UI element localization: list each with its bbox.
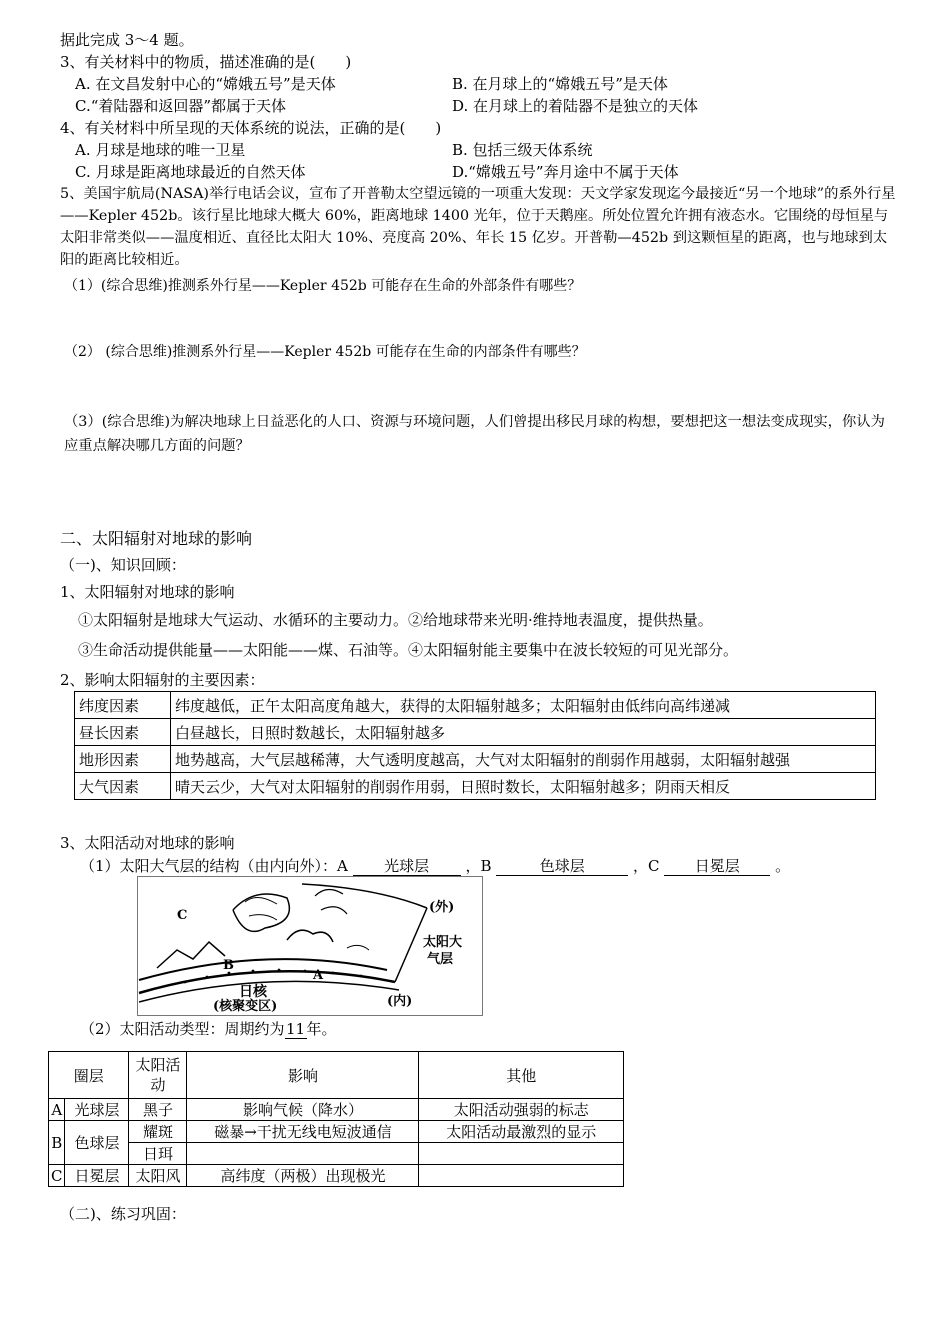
table-header-row xyxy=(49,1052,624,1099)
diagram-label-core: 日核 xyxy=(239,984,267,1000)
factor-description: 纬度越低，正午太阳高度角越大，获得的太阳辐射越多；太阳辐射由低纬向高纬递减 xyxy=(171,692,876,719)
table-row xyxy=(75,692,876,719)
table-row xyxy=(49,1121,624,1143)
activity-effect: 高纬度（两极）出现极光 xyxy=(187,1165,419,1187)
radiation-effects-heading: 1、太阳辐射对地球的影响 xyxy=(60,583,235,601)
diagram-label-side1: 太阳大 xyxy=(423,935,463,950)
table-row xyxy=(49,1165,624,1187)
separator-b: ，B xyxy=(465,857,492,875)
factor-name: 大气因素 xyxy=(75,773,171,800)
q5-subquestion-2: （2） (综合思维)推测系外行星——Kepler 452b 可能存在生命的内部条件有哪些？ xyxy=(64,344,586,360)
q5-subquestion-1: （1）(综合思维)推测系外行星——Kepler 452b 可能存在生命的外部条件有哪些？ xyxy=(64,278,582,294)
activity-other: 太阳活动最激烈的显示 xyxy=(419,1121,624,1143)
header-other: 其他 xyxy=(419,1052,624,1099)
layer-name: 色球层 xyxy=(65,1121,129,1165)
diagram-label-c: C xyxy=(177,908,188,923)
q3-option-b: B. 在月球上的“嫦娥五号”是天体 xyxy=(452,75,668,93)
layer-name: 日冕层 xyxy=(65,1165,129,1187)
cycle-suffix: 年。 xyxy=(306,1020,337,1038)
q3-option-c: C.“着陆器和返回器”都属于天体 xyxy=(75,97,287,115)
radiation-effects-point-2: ③生命活动提供能量——太阳能——煤、石油等。④太阳辐射能主要集中在波长较短的可见光部分。 xyxy=(78,641,739,659)
q4-option-d: D.“嫦娥五号”奔月途中不属于天体 xyxy=(452,163,679,181)
section2-title: 二、太阳辐射对地球的影响 xyxy=(60,529,253,548)
activity-effect: 磁暴→干扰无线电短波通信 xyxy=(187,1121,419,1143)
factor-description: 地势越高，大气层越稀薄，大气透明度越高，大气对太阳辐射的削弱作用越弱，太阳辐射越强 xyxy=(171,746,876,773)
activity-type: 耀斑 xyxy=(129,1121,187,1143)
layer-code: A xyxy=(49,1099,65,1121)
diagram-label-side2: 气层 xyxy=(427,952,454,967)
q4-stem: 4、有关材料中所呈现的天体系统的说法，正确的是( ) xyxy=(60,119,442,137)
cycle-prefix: （2）太阳活动类型：周期约为 xyxy=(80,1020,285,1038)
radiation-effects-point-1: ①太阳辐射是地球大气运动、水循环的主要动力。②给地球带来光明·维持地表温度，提供热量。 xyxy=(78,611,713,629)
layer-code: B xyxy=(49,1121,65,1165)
intro-line: 据此完成 3～4 题。 xyxy=(60,31,194,49)
table-row xyxy=(75,746,876,773)
layer-code: C xyxy=(49,1165,65,1187)
q4-option-c: C. 月球是距离地球最近的自然天体 xyxy=(75,163,306,181)
activity-type: 日珥 xyxy=(129,1143,187,1165)
table-row xyxy=(49,1099,624,1121)
fill-blank-b: 色球层 xyxy=(496,858,628,876)
atmosphere-structure-line xyxy=(80,856,790,876)
factor-name: 纬度因素 xyxy=(75,692,171,719)
table-row xyxy=(49,1143,624,1165)
layer-name: 光球层 xyxy=(65,1099,129,1121)
header-effect: 影响 xyxy=(187,1052,419,1099)
activity-other: 太阳活动强弱的标志 xyxy=(419,1099,624,1121)
solar-atmosphere-diagram xyxy=(137,876,483,1016)
knowledge-review-heading: （一)、知识回顾： xyxy=(60,556,186,574)
diagram-label-outer: (外) xyxy=(429,900,455,915)
practice-heading: （二)、练习巩固： xyxy=(60,1205,186,1223)
header-layer: 圈层 xyxy=(49,1052,129,1099)
activity-other xyxy=(419,1143,624,1165)
activity-type: 太阳风 xyxy=(129,1165,187,1187)
diagram-label-b: B xyxy=(223,958,234,973)
activity-effect: 影响气候（降水） xyxy=(187,1099,419,1121)
radiation-factors-table xyxy=(74,691,876,800)
structure-prefix: （1）太阳大气层的结构（由内向外）：A xyxy=(80,857,348,875)
activity-effect xyxy=(187,1143,419,1165)
q3-option-a: A. 在文昌发射中心的“嫦娥五号”是天体 xyxy=(75,75,336,93)
q5-subquestion-3: （3）(综合思维)为解决地球上日益恶化的人口、资源与环境问题，人们曾提出移民月球的构想，要想把这一想法变成现实，你认为应重点解决哪几方面的问题？ xyxy=(64,414,885,454)
fill-blank-c: 日冕层 xyxy=(664,858,770,876)
structure-end: 。 xyxy=(775,857,791,875)
q5-paragraph: 5、美国宇航局(NASA)举行电话会议，宣布了开普勒太空望远镜的一项重大发现：天文学家发现迄今最接近“另一个地球”的系外行星——Kepler 452b。该行星比地球大概大 60%，距离地球 1400 光年，位于天鹅座。所处位置允许拥有液态水。它围绕的母恒星与太阳非常类似——温度相近、直径比太阳大 10%、亮度高 20%、年长 15 亿岁。开普勒—452b 到这颗恒星的距离，也与地球到太阳的距离比较相近。 xyxy=(60,186,896,268)
solar-activity-table xyxy=(48,1051,624,1187)
factor-description: 白昼越长，日照时数越长，太阳辐射越多 xyxy=(171,719,876,746)
activity-type: 黑子 xyxy=(129,1099,187,1121)
radiation-factors-heading: 2、影响太阳辐射的主要因素： xyxy=(60,671,265,689)
activity-cycle-line xyxy=(80,1019,337,1039)
factor-description: 晴天云少，大气对太阳辐射的削弱作用弱，日照时数长，太阳辐射越多；阴雨天相反 xyxy=(171,773,876,800)
header-activity: 太阳活 动 xyxy=(129,1052,187,1099)
q4-option-a: A. 月球是地球的唯一卫星 xyxy=(75,141,246,159)
diagram-label-core-fusion: (核聚变区) xyxy=(213,999,278,1014)
factor-name: 昼长因素 xyxy=(75,719,171,746)
table-row xyxy=(75,719,876,746)
diagram-label-inner: (内) xyxy=(387,994,413,1009)
table-row xyxy=(75,773,876,800)
cycle-value: 11 xyxy=(286,1020,306,1038)
fill-blank-a: 光球层 xyxy=(353,858,461,876)
solar-activity-heading: 3、太阳活动对地球的影响 xyxy=(60,834,235,852)
diagram-label-a: A xyxy=(313,968,324,983)
separator-c: ，C xyxy=(633,857,660,875)
q3-stem: 3、有关材料中的物质，描述准确的是( ) xyxy=(60,53,352,71)
q3-option-d: D. 在月球上的着陆器不是独立的天体 xyxy=(452,97,699,115)
factor-name: 地形因素 xyxy=(75,746,171,773)
q4-option-b: B. 包括三级天体系统 xyxy=(452,141,593,159)
activity-other xyxy=(419,1165,624,1187)
